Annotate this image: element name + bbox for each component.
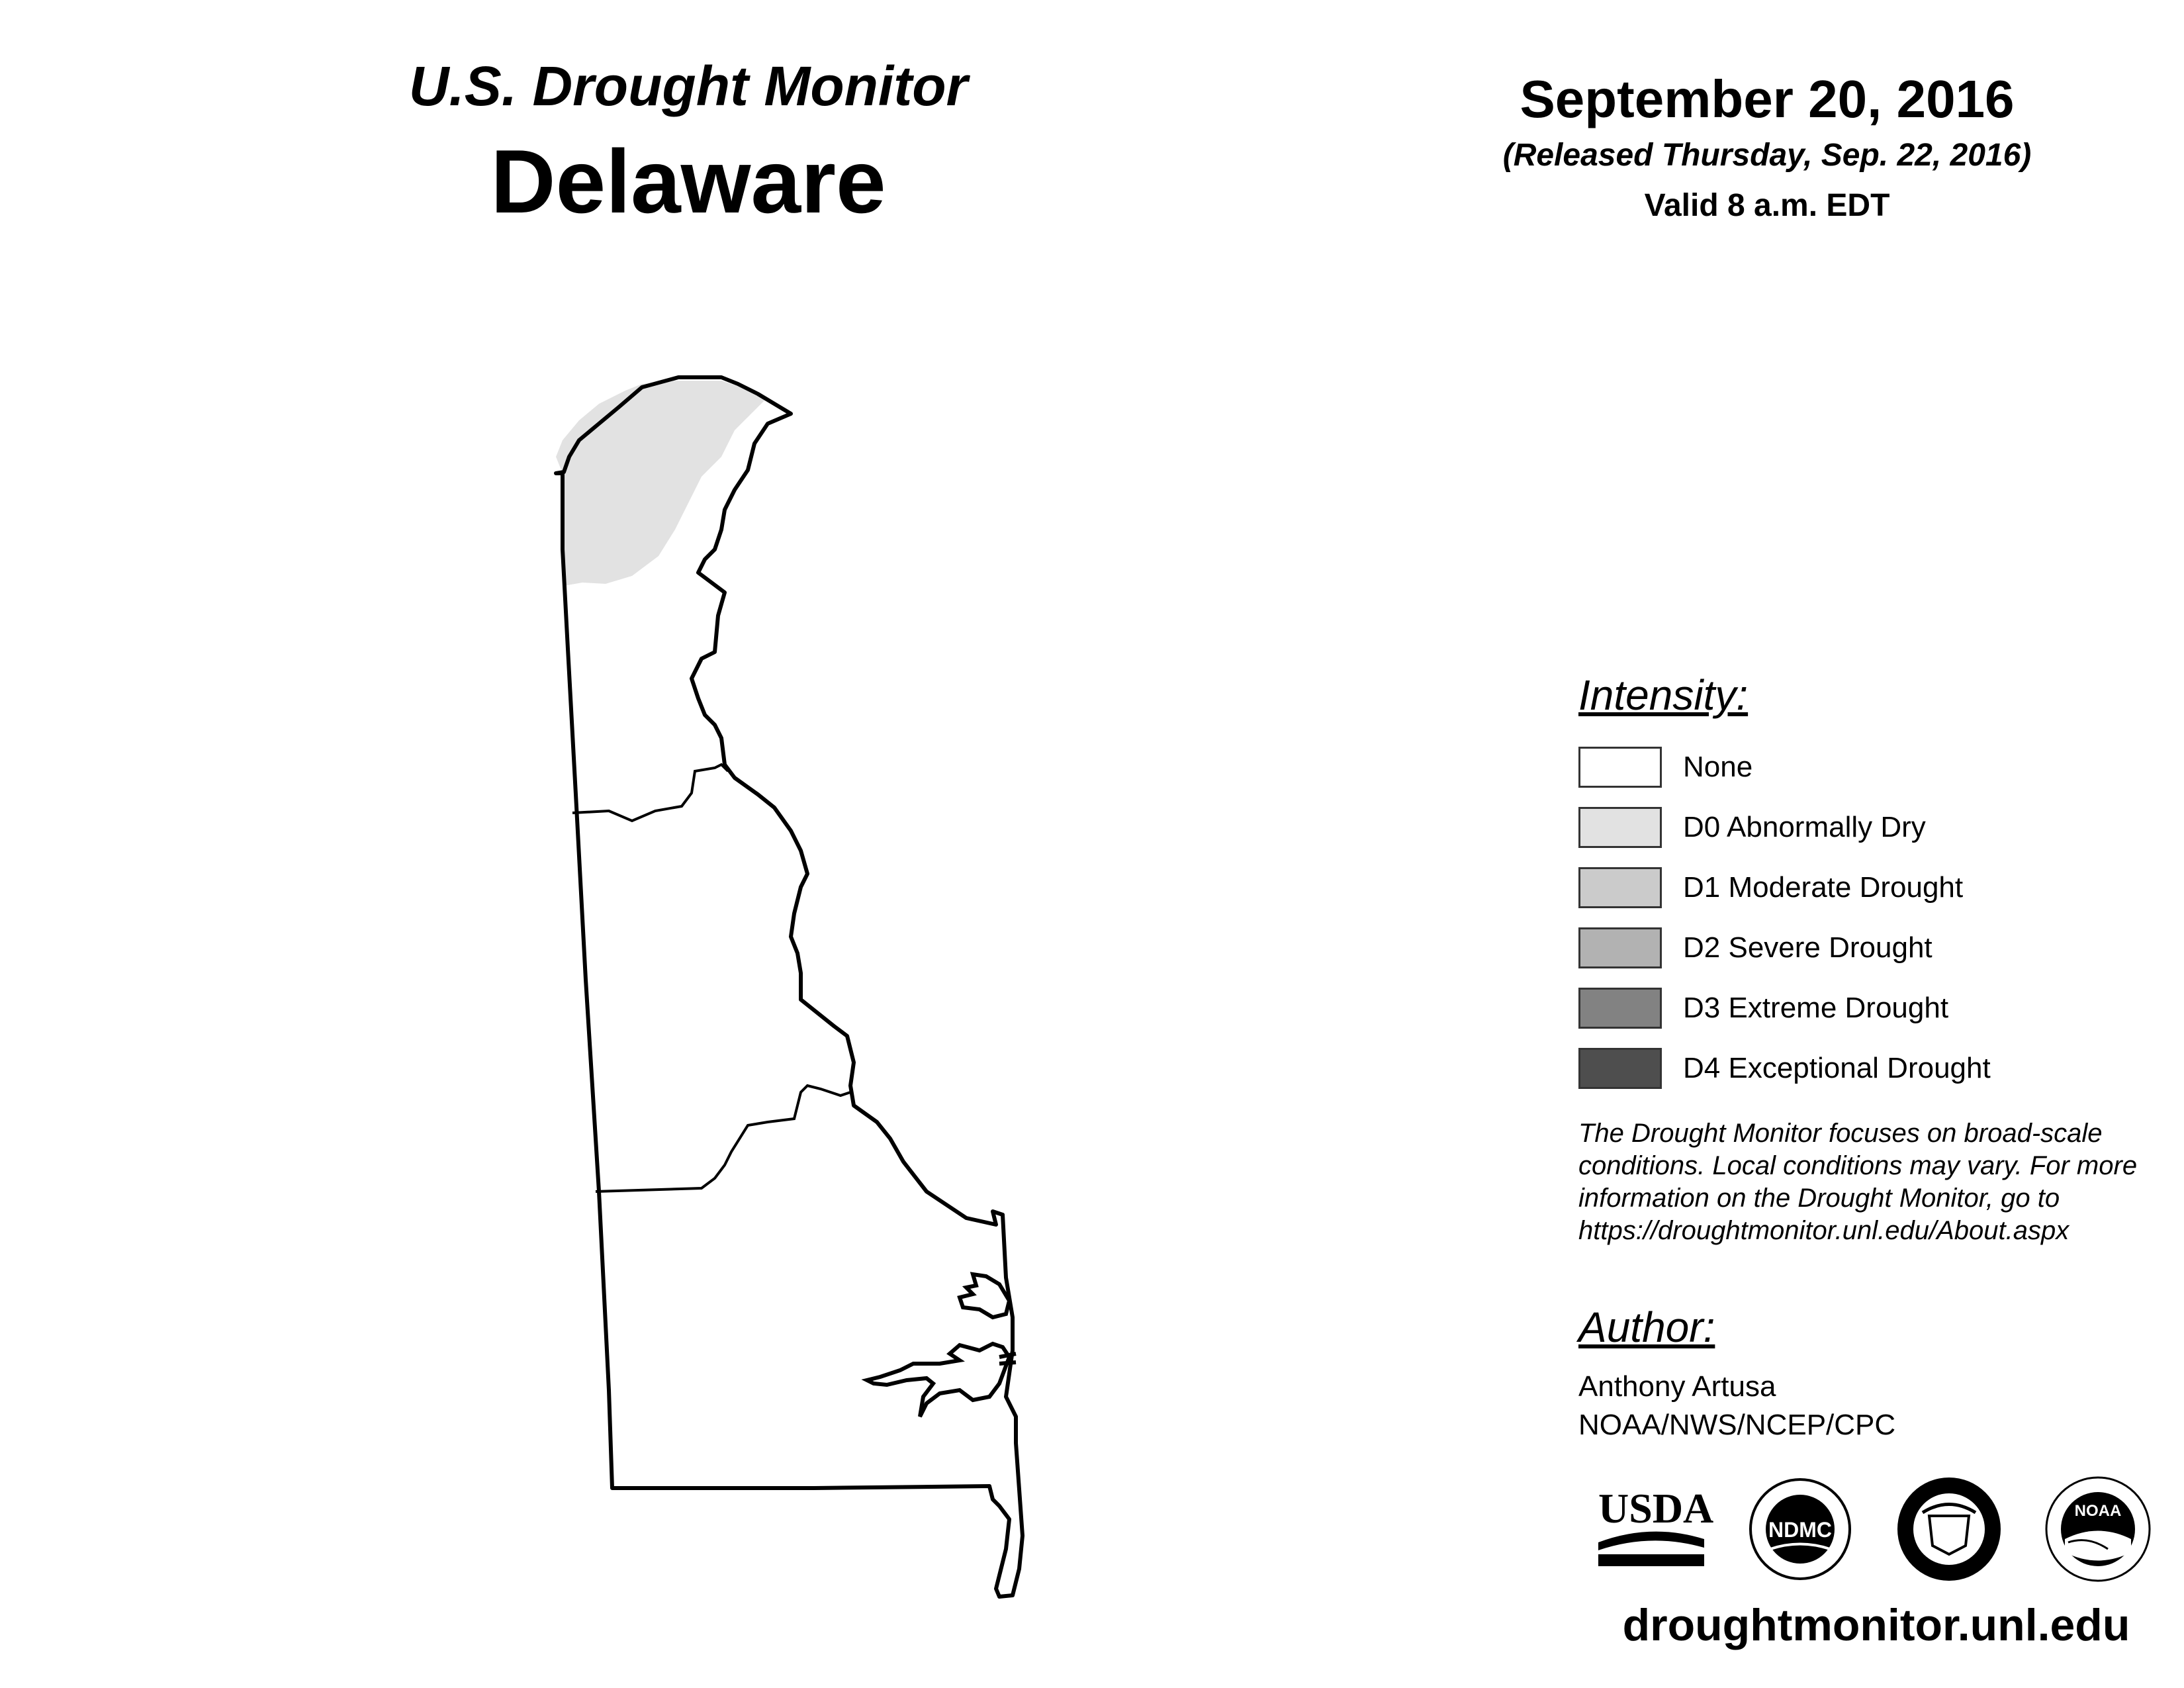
legend-label: D4 Exceptional Drought [1683, 1051, 1991, 1084]
author-name: Anthony Artusa [1578, 1370, 1776, 1403]
note-link[interactable]: https://droughtmonitor.unl.edu/About.aspx [1578, 1216, 2070, 1245]
legend-swatch [1578, 867, 1662, 908]
author-title: Author: [1578, 1303, 1715, 1351]
legend [1578, 665, 2174, 1098]
noaa-logo [2046, 1477, 2150, 1581]
ndmc-logo [1751, 1479, 1850, 1579]
county-line-kent-sussex [596, 1086, 850, 1192]
map-date: September 20, 2016 [1520, 70, 2015, 128]
disclaimer-note [1578, 1117, 2174, 1247]
indian-river-bay [867, 1344, 1009, 1417]
map-subtitle: U.S. Drought Monitor [408, 55, 968, 117]
legend-items [1578, 737, 2174, 1098]
state-name: Delaware [490, 131, 886, 232]
legend-swatch [1578, 927, 1662, 968]
legend-item-d3 [1578, 978, 2174, 1038]
partner-logos [1578, 1476, 2174, 1582]
county-line-newcastle-kent [572, 765, 728, 821]
commerce-seal [1897, 1477, 2001, 1581]
usda-logo-text: USDA [1598, 1485, 1714, 1532]
usda-logo [1598, 1485, 1713, 1566]
website-link[interactable]: droughtmonitor.unl.edu [1622, 1600, 2130, 1650]
release-date: (Released Thursday, Sep. 22, 2016) [1502, 138, 2032, 173]
legend-item-d1 [1578, 857, 2174, 917]
legend-label: D0 Abnormally Dry [1683, 810, 1926, 843]
legend-item-d0 [1578, 797, 2174, 857]
author-org: NOAA/NWS/NCEP/CPC [1578, 1409, 1896, 1441]
rehoboth-bay [960, 1274, 1009, 1317]
noaa-logo-text: NOAA [2074, 1502, 2122, 1520]
ndmc-logo-text: NDMC [1768, 1518, 1832, 1542]
author-block [1578, 1297, 2174, 1444]
legend-swatch [1578, 747, 1662, 788]
legend-swatch [1578, 988, 1662, 1029]
legend-item-d2 [1578, 917, 2174, 978]
legend-swatch [1578, 807, 1662, 848]
legend-label: None [1683, 750, 1753, 783]
note-line: conditions. Local conditions may vary. For more [1578, 1151, 2138, 1180]
legend-title: Intensity: [1578, 671, 1749, 719]
legend-swatch [1578, 1048, 1662, 1089]
legend-item-d4 [1578, 1038, 2174, 1098]
d0-drought-area [556, 381, 768, 586]
legend-label: D2 Severe Drought [1683, 931, 1933, 964]
legend-label: D1 Moderate Drought [1683, 870, 1964, 904]
valid-time: Valid 8 a.m. EDT [1644, 188, 1890, 223]
note-line: The Drought Monitor focuses on broad-scale [1578, 1119, 2103, 1148]
note-line: information on the Drought Monitor, go to [1578, 1184, 2060, 1213]
legend-item-none [1578, 737, 2174, 797]
legend-label: D3 Extreme Drought [1683, 991, 1949, 1024]
